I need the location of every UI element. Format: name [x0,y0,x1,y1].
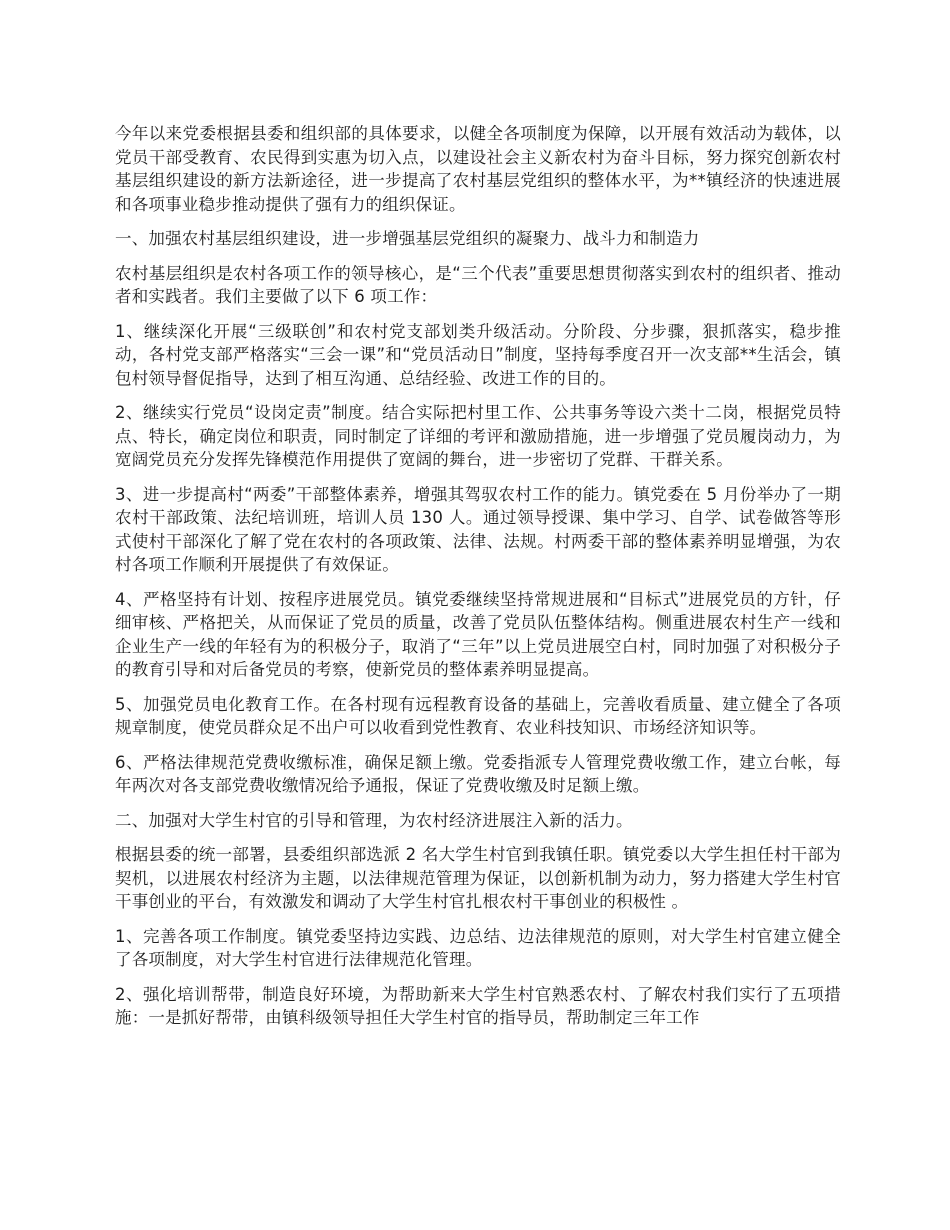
list-item: 2、继续实行党员“设岗定责”制度。结合实际把村里工作、公共事务等设六类十二岗，根据党员特点、特长，确定岗位和职责，同时制定了详细的考评和激励措施，进一步增强了党员履岗动力，为宽阔党员充分发挥先锋模范作用提供了宽阔的舞台，进一步密切了党群、干群关系。 [115,403,841,469]
list-item: 6、严格法律规范党费收缴标准，确保足额上缴。党委指派专人管理党费收缴工作，建立台帐，每年两次对各支部党费收缴情况给予通报，保证了党费收缴及时足额上缴。 [115,752,841,795]
intro-paragraph: 今年以来党委根据县委和组织部的具体要求，以健全各项制度为保障，以开展有效活动为载体，以党员干部受教育、农民得到实惠为切入点，以建设社会主义新农村为奋斗目标，努力探究创新农村基层组织建设的新方法新途径，进一步提高了农村基层党组织的整体水平，为**镇经济的快速进展和各项事业稳步推动提供了强有力的组织保证。 [115,124,841,214]
section-heading-2: 二、加强对大学生村官的引导和管理，为农村经济进展注入新的活力。 [115,810,633,830]
body-paragraph: 农村基层组织是农村各项工作的领导核心，是“三个代表”重要思想贯彻落实到农村的组织者、推动者和实践者。我们主要做了以下 6 项工作： [115,263,841,306]
list-item: 5、加强党员电化教育工作。在各村现有远程教育设备的基础上，完善收看质量、建立健全了各项规章制度，使党员群众足不出户可以收看到党性教育、农业科技知识、市场经济知识等。 [115,694,841,737]
list-item: 2、强化培训帮带，制造良好环境，为帮助新来大学生村官熟悉农村、了解农村我们实行了五项措施：一是抓好帮带，由镇科级领导担任大学生村官的指导员，帮助制定三年工作 [115,984,841,1027]
list-item: 4、严格坚持有计划、按程序进展党员。镇党委继续坚持常规进展和“目标式”进展党员的方针，仔细审核、严格把关，从而保证了党员的质量，改善了党员队伍整体结构。侧重进展农村生产一线和企业生产一线的年轻有为的积极分子，取消了“三年”以上党员进展空白村，同时加强了对积极分子的教育引导和对后备党员的考察，使新党员的整体素养明显提高。 [115,589,841,679]
list-item: 3、进一步提高村“两委”干部整体素养，增强其驾驭农村工作的能力。镇党委在 5 月份举办了一期农村干部政策、法纪培训班，培训人员 130 人。通过领导授课、集中学习、自学、试卷做答等形式使村干部深化了解了党在农村的各项政策、法律、法规。村两委干部的整体素养明显增强，为农村各项工作顺利开展提供了有效保证。 [115,484,841,574]
list-item: 1、完善各项工作制度。镇党委坚持边实践、边总结、边法律规范的原则，对大学生村官建立健全了各项制度，对大学生村官进行法律规范化管理。 [115,926,841,969]
body-paragraph: 根据县委的统一部署，县委组织部选派 2 名大学生村官到我镇任职。镇党委以大学生担任村干部为契机，以进展农村经济为主题，以法律规范管理为保证，以创新机制为动力，努力搭建大学生村官干事创业的平台，有效激发和调动了大学生村官扎根农村干事创业的积极性 。 [115,845,841,911]
document-body [115,122,841,1041]
list-item: 1、继续深化开展“三级联创”和农村党支部划类升级活动。分阶段、分步骤，狠抓落实，稳步推动，各村党支部严格落实“三会一课”和“党员活动日”制度，坚持每季度召开一次支部**生活会，镇包村领导督促指导，达到了相互沟通、总结经验、改进工作的目的。 [115,321,841,388]
section-heading-1: 一、加强农村基层组织建设，进一步增强基层党组织的凝聚力、战斗力和制造力 [115,229,700,248]
